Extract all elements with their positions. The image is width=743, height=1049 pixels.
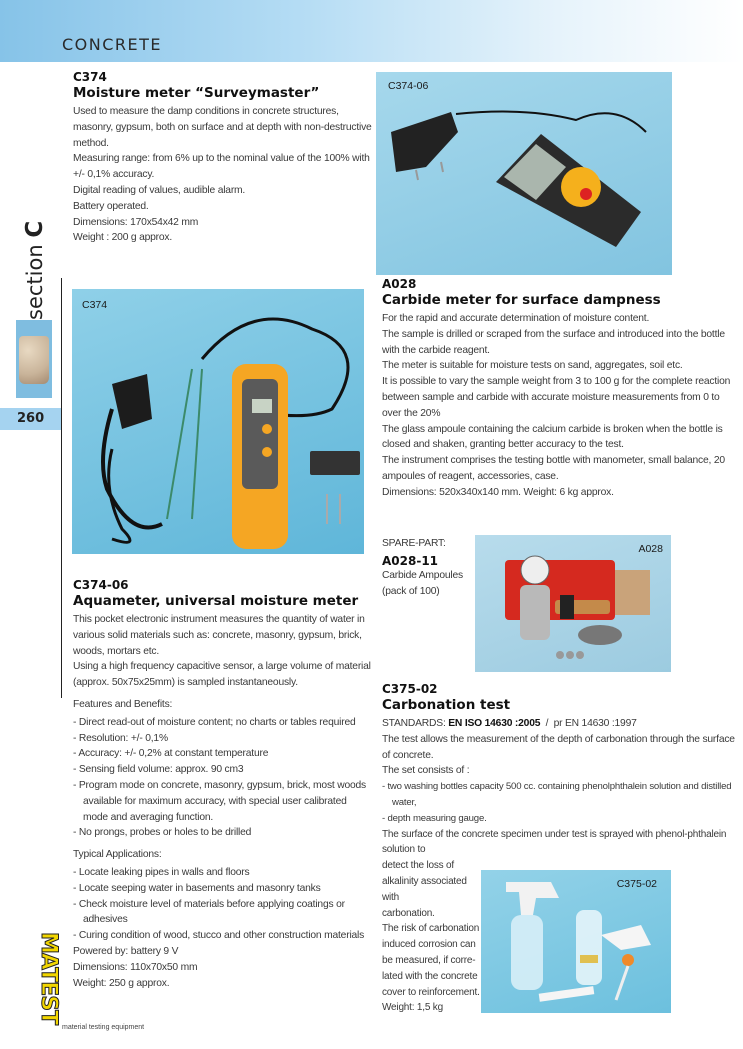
description-line: Dimensions: 520x340x140 mm. Weight: 6 kg approx. [382,486,614,498]
text-line: induced corrosion can [382,939,476,951]
set-item: - depth measuring gauge. [382,811,737,827]
photo-label: A028 [638,543,663,555]
spare-part-pack: (pack of 100) [382,585,440,597]
product-description [73,104,373,246]
aquameter-illustration [376,72,672,275]
features-list [73,715,373,841]
application-item: - Curing condition of wood, stucco and other construction materials [73,928,373,944]
product-description [382,311,732,501]
description-line: Using a high frequency capacitive sensor, a large volume of material (approx. 50x75x25mm) is sampled instantaneously. [73,661,371,689]
logo-text: MATEST [36,932,61,1025]
set-items-list [382,779,737,826]
description-line: Digital reading of values, audible alarm. [73,184,246,196]
product-code: C375-02 [382,682,438,696]
matest-logo [33,932,61,1025]
description-line: The set consists of : [382,765,470,777]
description-line: It is possible to vary the sample weight from 3 to 100 g for the complete reaction between sample and carbide with accurate moisture measurements from 0 to over the 20% [382,376,731,419]
feature-item: - Direct read-out of moisture content; no charts or tables required [73,715,373,731]
spray-text: The surface of the concrete specimen under test is sprayed with phenol-phthalein solution to [382,828,727,856]
spare-part-name: Carbide Ampoules [382,569,463,581]
application-item: - Locate seeping water in basements and masonry tanks [73,881,373,897]
photo-label: C374 [82,299,108,311]
description-line: This pocket electronic instrument measures the quantity of water in various solid materials such as: concrete, masonry, gypsum, brick, woods, mortars etc. [73,614,365,657]
standards-primary: EN ISO 14630 :2005 [448,718,541,729]
description-line: For the rapid and accurate determination of moisture content. [382,313,650,324]
spec-line: Powered by: battery 9 V [73,945,179,957]
feature-item: - Resolution: +/- 0,1% [73,731,373,747]
description-line: Dimensions: 170x54x42 mm [73,216,199,228]
application-item: - Check moisture level of materials before applying coatings or adhesives [73,897,373,929]
text-line: be measured, if corre- [382,954,476,966]
feature-item: - Program mode on concrete, masonry, gypsum, brick, most woods available for maximum accuracy, with special user calibrated mode and averaging function. [73,778,373,825]
section-label [22,220,52,320]
spec-line: Weight: 250 g approx. [73,977,170,989]
photo-a028 [475,535,671,672]
feature-item: - No prongs, probes or holes to be drilled [73,825,373,841]
product-title: Moisture meter “Surveymaster” [73,85,320,101]
applications-list [73,865,373,944]
feature-item: - Sensing field volume: approx. 90 cm3 [73,762,373,778]
section-letter: C [22,220,48,238]
product-code: A028 [382,277,417,291]
text-line: detect the loss of [382,860,455,872]
page-title: CONCRETE [62,35,163,54]
description-line: Weight : 200 g approx. [73,232,173,244]
description-line: The instrument comprises the testing bottle with manometer, small balance, 20 ampoules of reagent, accessories, case. [382,455,725,482]
product-title: Carbonation test [382,697,511,713]
description-line: Battery operated. [73,200,149,212]
carbonation-kit-illustration [481,870,671,1013]
spec-line: Dimensions: 110x70x50 mm [73,961,198,973]
photo-label: C374-06 [388,80,429,92]
footer-tagline: material testing equipment [62,1024,145,1031]
standards-line [382,716,737,732]
description-line: Used to measure the damp conditions in concrete structures, masonry, gypsum, both on surface and at depth with non-destructive method. [73,106,372,149]
carbide-meter-illustration [475,535,671,672]
standards-prefix: STANDARDS: [382,718,449,729]
spare-part [382,536,477,599]
photo-c374-06 [376,72,672,275]
narrow-text [382,858,482,1016]
photo-c375-02 [481,870,671,1013]
text-line: The risk of carbonation [382,923,480,935]
standards-separator: / [540,718,554,729]
product-title: Aquameter, universal moisture meter [73,593,359,609]
description-line: The glass ampoule containing the calcium carbide is broken when the bottle is closed and shaken, granting better accuracy to the test. [382,423,723,451]
description-line: The sample is drilled or scraped from the surface and introduced into the bottle with the carbide reagent. [382,328,725,356]
moisture-meter-illustration [72,289,364,554]
application-item: - Locate leaking pipes in walls and floors [73,865,373,881]
side-divider [61,278,62,698]
description-line: The test allows the measurement of the depth of carbonation through the surface of concrete. [382,733,735,761]
text-line: carbonation. [382,907,435,919]
applications-heading: Typical Applications: [73,849,162,861]
product-code: C374 [73,70,107,84]
page-number: 260 [17,411,45,426]
concrete-stone-icon [19,336,49,384]
description-line: The meter is suitable for moisture tests on sand, aggregates, soil etc. [382,360,683,372]
product-description [73,612,373,691]
product-description [382,732,737,779]
product-c374-06 [73,578,373,991]
text-line: alkalinity associated with [382,875,467,903]
text-line: lated with the concrete [382,970,478,982]
text-line: cover to reinforcement. [382,986,480,998]
product-c374 [73,70,373,246]
section-word: section [23,244,47,320]
product-a028 [382,277,732,501]
spare-part-heading: SPARE-PART: [382,538,446,549]
description-line: Measuring range: from 6% up to the nominal value of the 100% with +/- 0,1% accuracy. [73,153,370,181]
feature-item: - Accuracy: +/- 0,2% at constant temperature [73,746,373,762]
text-line: Weight: 1,5 kg [382,1002,443,1014]
photo-label: C375-02 [616,878,657,890]
standards-secondary: pr EN 14630 :1997 [553,718,637,729]
set-item: - two washing bottles capacity 500 cc. containing phenolphthalein solution and distilled water, [382,779,737,811]
product-title: Carbide meter for surface dampness [382,292,661,308]
features-heading: Features and Benefits: [73,698,173,710]
concrete-sample-thumbnail [16,320,52,398]
product-code: C374-06 [73,578,129,592]
product-specs [73,944,373,991]
photo-c374 [72,289,364,554]
spare-part-code: A028-11 [382,553,439,568]
